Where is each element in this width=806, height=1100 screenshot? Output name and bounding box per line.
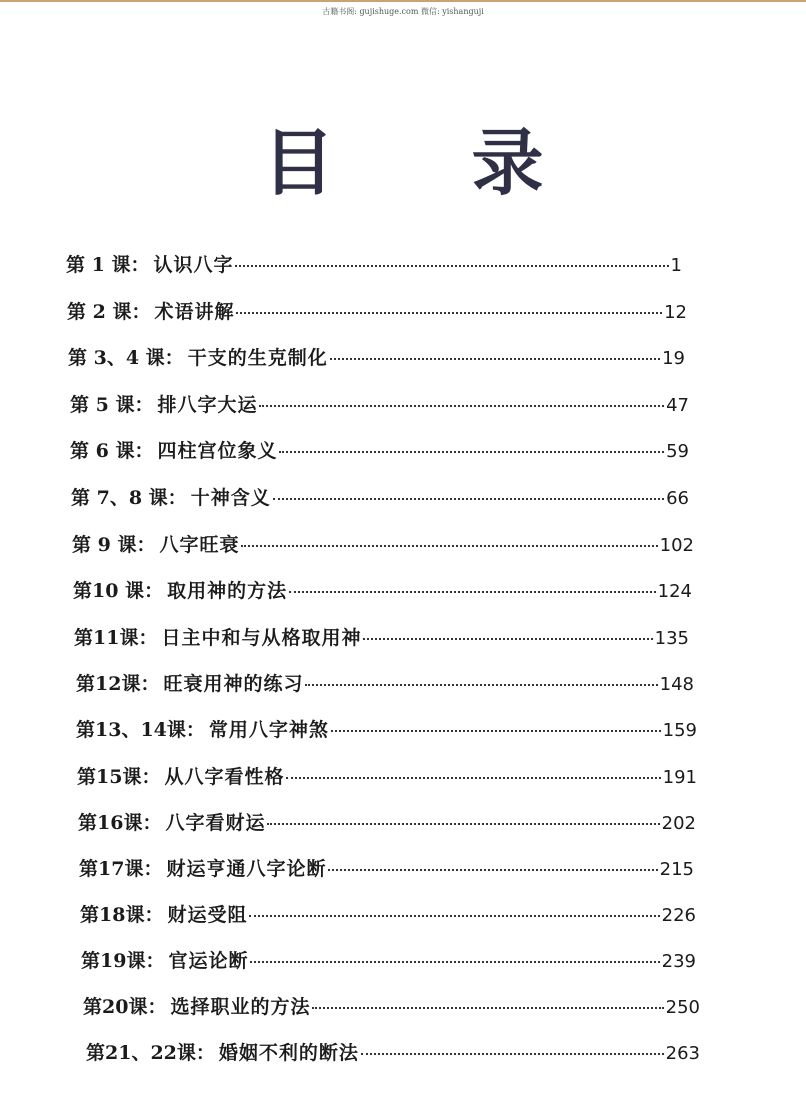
toc-colon: ：: [147, 996, 167, 1018]
toc-lesson-title: 官运论断: [168, 950, 249, 972]
toc-entry[interactable]: [76, 669, 694, 697]
toc-lesson-title: 常用八字神煞: [208, 719, 329, 741]
toc-colon: ：: [143, 858, 163, 880]
toc-lesson-number: 第10 课: [73, 580, 145, 602]
toc-lesson-number: 第 6 课: [70, 440, 135, 462]
toc-dot-leader: [289, 591, 656, 593]
toc-entry[interactable]: [80, 900, 696, 928]
toc-entry[interactable]: [68, 343, 685, 371]
toc-page-number: 191: [662, 767, 697, 788]
toc-dot-leader: [241, 545, 657, 547]
toc-colon: ：: [134, 440, 154, 462]
toc-entry[interactable]: [70, 390, 689, 418]
toc-lesson-number: 第16课: [78, 812, 143, 834]
toc-colon: ：: [195, 1042, 215, 1064]
toc-entry[interactable]: [76, 715, 697, 743]
toc-colon: ：: [164, 347, 184, 369]
toc-colon: ：: [144, 904, 164, 926]
toc-dot-leader: [249, 915, 659, 917]
toc-entry[interactable]: [66, 250, 682, 278]
toc-colon: ：: [167, 487, 187, 509]
toc-dot-leader: [259, 405, 664, 407]
toc-page-number: 250: [665, 997, 700, 1018]
toc-page-number: 66: [666, 488, 689, 509]
toc-colon: ：: [131, 301, 151, 323]
toc-entry[interactable]: [70, 436, 689, 464]
toc-lesson-title: 日主中和与从格取用神: [161, 627, 362, 649]
toc-lesson-number: 第 1 课: [66, 254, 131, 276]
toc-dot-leader: [328, 869, 657, 871]
toc-lesson-title: 婚姻不利的断法: [218, 1042, 359, 1064]
toc-lesson-number: 第 9 课: [72, 534, 137, 556]
toc-lesson-title: 认识八字: [153, 254, 234, 276]
toc-entry[interactable]: [78, 808, 696, 836]
toc-lesson-title: 十神含义: [190, 487, 271, 509]
toc-page-number: 159: [662, 720, 697, 741]
toc-page-number: 226: [661, 905, 696, 926]
toc-dot-leader: [273, 498, 664, 500]
toc-entry[interactable]: [79, 854, 694, 882]
toc-page-number: 102: [659, 535, 694, 556]
toc-entry[interactable]: [86, 1038, 700, 1066]
toc-dot-leader: [363, 638, 652, 640]
toc-lesson-number: 第15课: [77, 766, 142, 788]
toc-dot-leader: [312, 1007, 663, 1009]
toc-dot-leader: [279, 451, 664, 453]
toc-page-number: 263: [665, 1043, 700, 1064]
toc-lesson-title: 取用神的方法: [167, 580, 288, 602]
toc-lesson-title: 财运受阻: [167, 904, 248, 926]
toc-page-number: 215: [659, 859, 694, 880]
toc-lesson-number: 第12课: [76, 673, 141, 695]
toc-page-number: 135: [654, 628, 689, 649]
toc-colon: ：: [130, 254, 150, 276]
toc-entry[interactable]: [77, 762, 697, 790]
toc-entry[interactable]: [67, 297, 687, 325]
toc-entry[interactable]: [72, 530, 694, 558]
toc-lesson-number: 第20课: [83, 996, 148, 1018]
toc-dot-leader: [250, 961, 659, 963]
toc-page-number: 239: [661, 951, 696, 972]
toc-lesson-number: 第 3、4 课: [68, 347, 165, 369]
toc-dot-leader: [236, 312, 662, 314]
toc-lesson-title: 术语讲解: [154, 301, 235, 323]
toc-lesson-number: 第13、14课: [76, 719, 186, 741]
page-title: 目 录: [262, 120, 600, 205]
toc-lesson-number: 第21、22课: [86, 1042, 196, 1064]
toc-colon: ：: [136, 534, 156, 556]
toc-lesson-number: 第 2 课: [67, 301, 132, 323]
toc-lesson-title: 干支的生克制化: [187, 347, 328, 369]
toc-dot-leader: [286, 777, 660, 779]
toc-colon: ：: [141, 766, 161, 788]
toc-page-number: 124: [657, 581, 692, 602]
toc-entry[interactable]: [74, 623, 689, 651]
toc-entry[interactable]: [73, 576, 692, 604]
toc-dot-leader: [361, 1053, 664, 1055]
toc-colon: ：: [134, 394, 154, 416]
toc-page-number: 12: [664, 302, 687, 323]
toc-page-number: 1: [670, 255, 682, 276]
toc-colon: ：: [144, 580, 164, 602]
toc-lesson-title: 排八字大运: [157, 394, 258, 416]
toc-page-number: 148: [659, 674, 694, 695]
toc-page-number: 59: [666, 441, 689, 462]
toc-lesson-number: 第11课: [74, 627, 139, 649]
page-top-border: [0, 0, 806, 2]
toc-colon: ：: [145, 950, 165, 972]
toc-page-number: 19: [662, 348, 685, 369]
toc-entry[interactable]: [83, 992, 700, 1020]
toc-lesson-number: 第 7、8 课: [71, 487, 168, 509]
watermark-text: 古籍书阁: gujishuge.com 微信: yishanguji: [322, 7, 484, 16]
toc-lesson-number: 第18课: [80, 904, 145, 926]
toc-lesson-number: 第17课: [79, 858, 144, 880]
toc-lesson-title: 八字看财运: [165, 812, 266, 834]
toc-entry[interactable]: [81, 946, 696, 974]
toc-lesson-title: 四柱宫位象义: [157, 440, 278, 462]
toc-lesson-number: 第 5 课: [70, 394, 135, 416]
toc-page-number: 202: [661, 813, 696, 834]
toc-lesson-title: 财运亨通八字论断: [166, 858, 327, 880]
toc-entry[interactable]: [71, 483, 689, 511]
toc-dot-leader: [267, 823, 659, 825]
toc-lesson-title: 八字旺衰: [159, 534, 240, 556]
toc-lesson-title: 选择职业的方法: [170, 996, 311, 1018]
toc-lesson-title: 旺衰用神的练习: [163, 673, 304, 695]
toc-dot-leader: [235, 265, 668, 267]
toc-dot-leader: [331, 730, 661, 732]
toc-colon: ：: [185, 719, 205, 741]
toc-colon: ：: [140, 673, 160, 695]
toc-colon: ：: [142, 812, 162, 834]
toc-dot-leader: [305, 684, 657, 686]
toc-lesson-number: 第19课: [81, 950, 146, 972]
toc-lesson-title: 从八字看性格: [164, 766, 285, 788]
toc-colon: ：: [138, 627, 158, 649]
toc-dot-leader: [330, 358, 660, 360]
toc-page-number: 47: [666, 395, 689, 416]
